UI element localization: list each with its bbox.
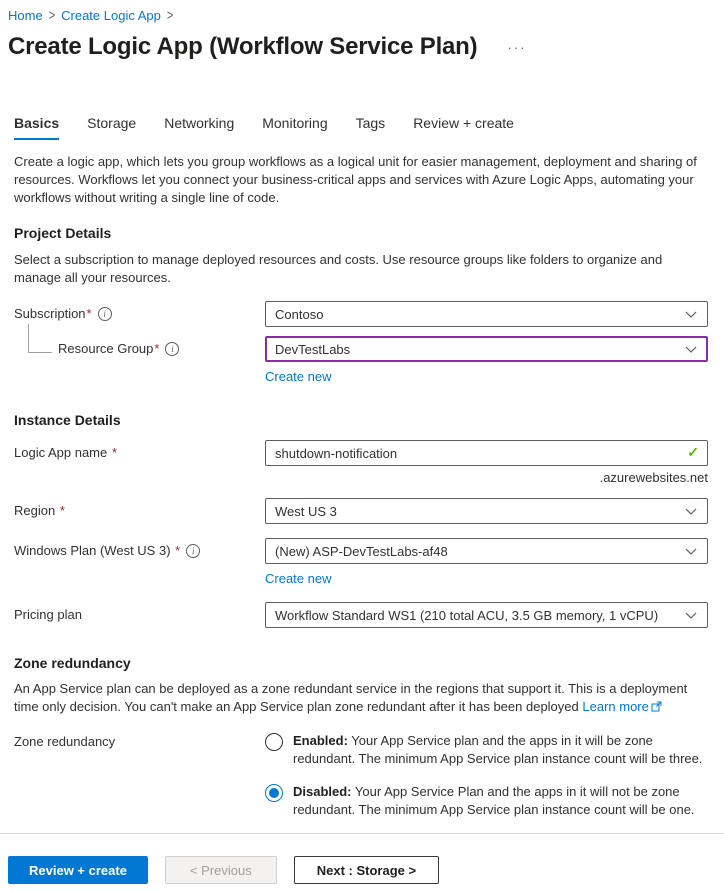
region-label: Region * [14, 503, 65, 518]
breadcrumb-home-link[interactable]: Home [8, 8, 43, 23]
zone-redundancy-disabled-text: Disabled: Your App Service Plan and the apps in it will not be zone redundant. The minimum App Service plan instance count will be one. [293, 784, 695, 817]
review-create-button[interactable]: Review + create [8, 856, 148, 884]
pricing-plan-dropdown[interactable] [265, 602, 708, 628]
required-marker: * [59, 503, 65, 518]
resource-group-label: Resource Group* [58, 341, 160, 356]
windows-plan-create-new-link[interactable]: Create new [265, 571, 332, 586]
resource-group-row [14, 336, 708, 384]
resource-group-create-new-link[interactable]: Create new [265, 369, 332, 384]
region-dropdown[interactable] [265, 498, 708, 524]
region-value: West US 3 [275, 503, 337, 519]
zone-redundancy-row [14, 732, 708, 834]
breadcrumb-create-logic-app-link[interactable]: Create Logic App [61, 8, 161, 23]
region-row [14, 498, 708, 524]
pricing-plan-value: Workflow Standard WS1 (210 total ACU, 3.5 GB memory, 1 vCPU) [275, 607, 659, 623]
subscription-row [14, 301, 708, 327]
intro-text: Create a logic app, which lets you group workflows as a logical unit for easier management, deployment and sharing of resources. Workflows let you connect your business-critical apps and services with Azure Logic Apps, automating your workflows without writing a single line of code. [14, 154, 697, 205]
pricing-plan-label: Pricing plan [14, 607, 82, 622]
windows-plan-row [14, 538, 708, 586]
logic-app-name-input[interactable] [265, 440, 708, 466]
instance-details-heading: Instance Details [14, 412, 121, 428]
resource-group-dropdown[interactable] [265, 336, 708, 362]
chevron-down-icon [684, 308, 698, 320]
required-marker: * [86, 306, 92, 321]
info-icon[interactable]: i [98, 307, 112, 321]
logic-app-name-row [14, 440, 708, 485]
zone-redundancy-heading: Zone redundancy [14, 655, 131, 671]
more-options-button[interactable]: ··· [507, 39, 527, 55]
info-icon[interactable]: i [165, 342, 179, 356]
subscription-dropdown[interactable] [265, 301, 708, 327]
tab-tags[interactable]: Tags [355, 115, 386, 131]
chevron-down-icon [684, 545, 698, 557]
zone-redundancy-enabled-option[interactable] [265, 732, 708, 768]
project-details-heading: Project Details [14, 225, 112, 241]
subscription-value: Contoso [275, 306, 324, 322]
project-details-description: Select a subscription to manage deployed resources and costs. Use resource groups like folders to organize and manage all your resources. [14, 252, 663, 285]
breadcrumb-separator-icon: > [166, 7, 174, 24]
breadcrumb [8, 8, 708, 23]
wizard-tabs [8, 115, 708, 140]
zone-redundancy-disabled-option[interactable] [265, 783, 708, 819]
zone-redundancy-enabled-text: Enabled: Your App Service plan and the apps in it will be zone redundant. The minimum App Service plan instance count will be three. [293, 733, 703, 766]
domain-suffix: .azurewebsites.net [599, 470, 708, 485]
zone-redundancy-description: An App Service plan can be deployed as a zone redundant service in the regions that support it. This is a deployment time only decision. You can't make an App Service plan zone redundant after it has been deployed Learn more [8, 680, 708, 717]
tab-basics[interactable]: Basics [14, 115, 59, 140]
chevron-down-icon [684, 505, 698, 517]
subscription-label: Subscription* [14, 306, 92, 321]
learn-more-link[interactable]: Learn more [582, 699, 661, 714]
windows-plan-value: (New) ASP-DevTestLabs-af48 [275, 543, 448, 559]
resource-group-value: DevTestLabs [275, 341, 351, 357]
windows-plan-dropdown[interactable] [265, 538, 708, 564]
required-marker: * [175, 543, 181, 558]
windows-plan-label: Windows Plan (West US 3) * [14, 543, 181, 558]
hierarchy-connector [28, 324, 52, 353]
zone-redundancy-row-label: Zone redundancy [14, 734, 116, 749]
tab-storage[interactable]: Storage [87, 115, 137, 131]
radio-button-icon [265, 733, 283, 751]
chevron-down-icon [684, 343, 698, 355]
required-marker: * [111, 445, 117, 460]
next-storage-button[interactable]: Next : Storage > [294, 856, 439, 884]
wizard-footer [0, 833, 724, 892]
tab-review-create[interactable]: Review + create [413, 115, 514, 131]
previous-button[interactable]: < Previous [165, 856, 277, 884]
tab-networking[interactable]: Networking [164, 115, 235, 131]
breadcrumb-separator-icon: > [48, 7, 56, 24]
logic-app-name-label: Logic App name * [14, 445, 117, 460]
valid-check-icon: ✓ [687, 444, 699, 460]
radio-button-icon [265, 784, 283, 802]
chevron-down-icon [684, 609, 698, 621]
required-marker: * [154, 341, 160, 356]
tab-monitoring[interactable]: Monitoring [262, 115, 328, 131]
external-link-icon [651, 699, 662, 717]
info-icon[interactable]: i [186, 544, 200, 558]
pricing-plan-row [14, 602, 708, 628]
page-title: Create Logic App (Workflow Service Plan) [8, 33, 478, 60]
